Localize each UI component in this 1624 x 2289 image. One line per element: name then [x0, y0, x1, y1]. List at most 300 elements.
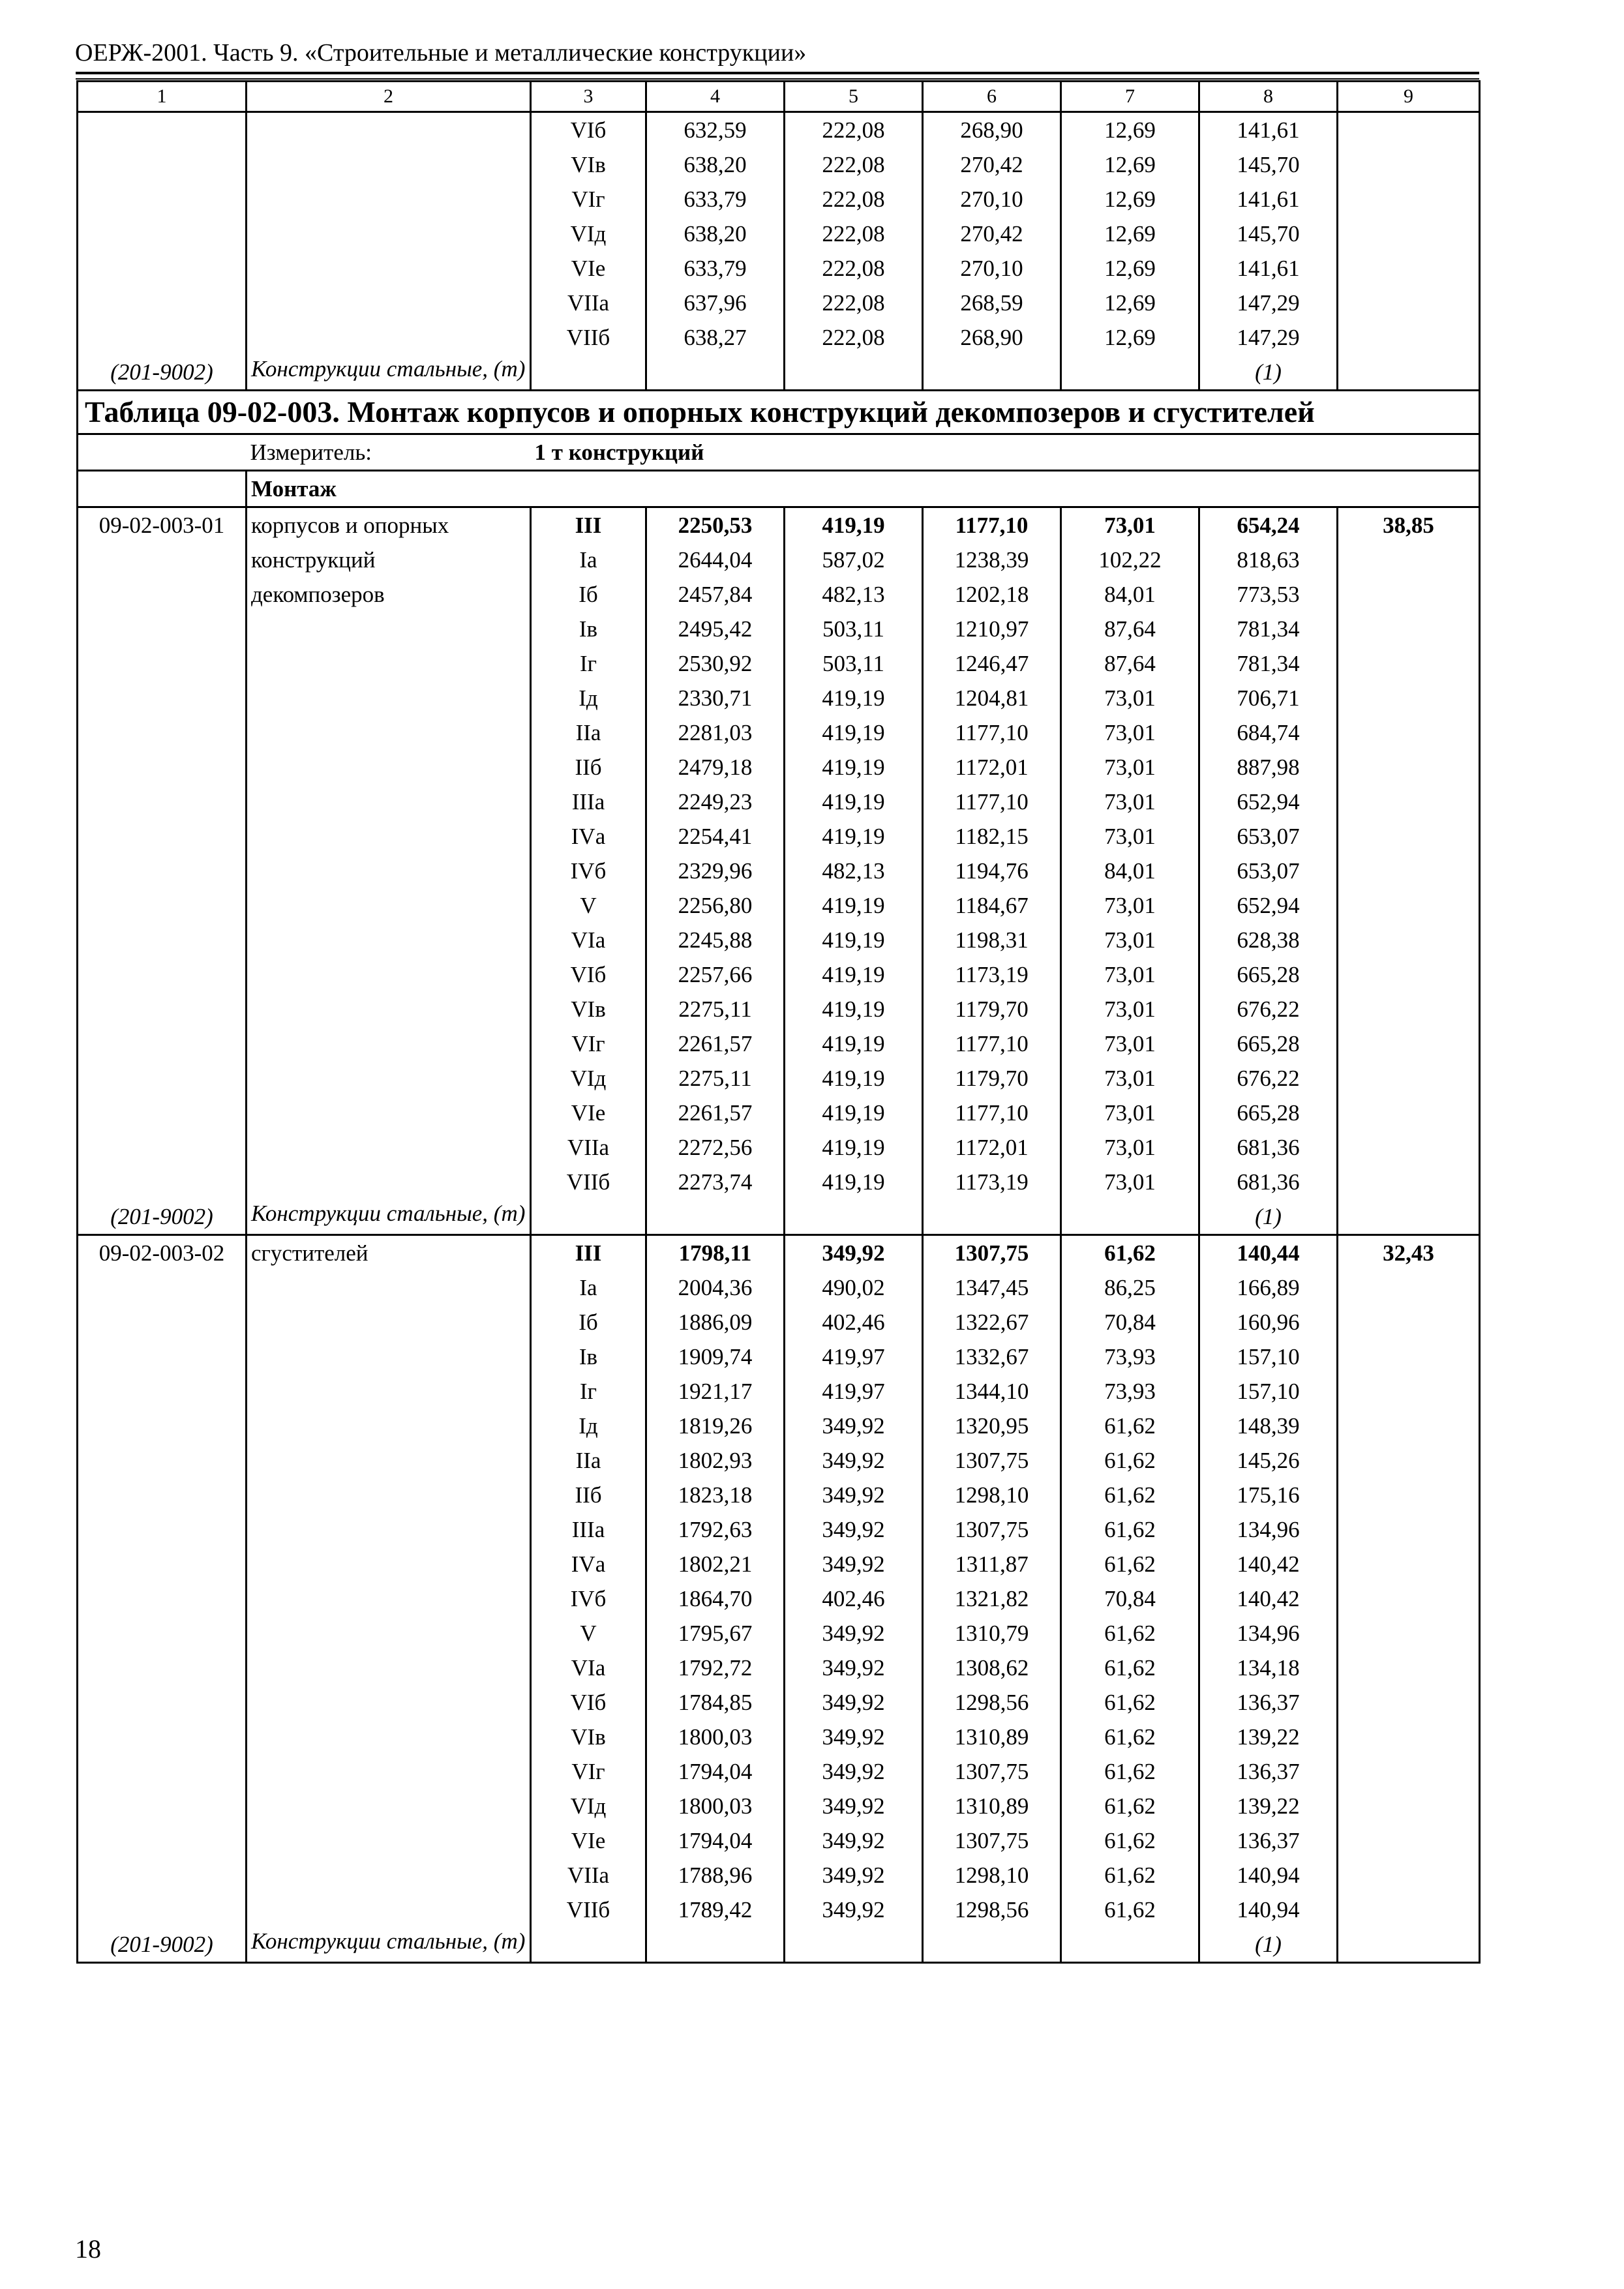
- code-cell: [78, 1754, 247, 1789]
- value-cell: 1307,75: [923, 1754, 1061, 1789]
- table-row: [78, 1339, 1480, 1374]
- col9-cell: [1338, 182, 1480, 217]
- name-cell: [247, 1026, 531, 1061]
- value-cell: 482,13: [785, 854, 923, 888]
- name-cell: [247, 217, 531, 251]
- value-cell: 61,62: [1061, 1823, 1199, 1858]
- value-cell: 73,01: [1061, 957, 1199, 992]
- name-cell: [247, 1478, 531, 1512]
- code-cell: [78, 854, 247, 888]
- value-cell: 781,34: [1199, 646, 1338, 681]
- value-cell: 2257,66: [646, 957, 785, 992]
- value-cell: 2457,84: [646, 577, 785, 612]
- value-cell: 102,22: [1061, 543, 1199, 577]
- value-cell: 1322,67: [923, 1305, 1061, 1339]
- material-qty: (1): [1199, 1199, 1338, 1235]
- name-cell: [247, 1165, 531, 1199]
- table-row: [78, 888, 1480, 923]
- value-cell: 175,16: [1199, 1478, 1338, 1512]
- table-title: Таблица 09-02-003. Монтаж корпусов и опорных конструкций декомпозеров и сгустителей: [78, 391, 1480, 434]
- zone-cell: Iг: [531, 646, 646, 681]
- col9-cell: [1338, 1512, 1480, 1547]
- value-cell: 1784,85: [646, 1685, 785, 1720]
- name-cell: [247, 1754, 531, 1789]
- col9-cell: [1338, 320, 1480, 355]
- empty-cell: [531, 355, 646, 391]
- code-cell: [78, 1547, 247, 1581]
- material-code: (201-9002): [78, 355, 247, 391]
- value-cell: 2275,11: [646, 992, 785, 1026]
- code-cell: [78, 957, 247, 992]
- value-cell: 349,92: [785, 1685, 923, 1720]
- table-row: [78, 1547, 1480, 1581]
- code-cell: [78, 923, 247, 957]
- value-cell: 12,69: [1061, 112, 1199, 148]
- col9-cell: [1338, 112, 1480, 148]
- col9-cell: [1338, 750, 1480, 785]
- code-cell: [78, 1651, 247, 1685]
- value-cell: 2261,57: [646, 1026, 785, 1061]
- table-row: [78, 1305, 1480, 1339]
- code-cell: [78, 147, 247, 182]
- value-cell: 773,53: [1199, 577, 1338, 612]
- value-cell: 1184,67: [923, 888, 1061, 923]
- col9-cell: [1338, 612, 1480, 646]
- name-cell: [247, 1789, 531, 1823]
- value-cell: 632,59: [646, 112, 785, 148]
- value-cell: 139,22: [1199, 1789, 1338, 1823]
- zone-cell: VIе: [531, 1096, 646, 1130]
- value-cell: 1320,95: [923, 1409, 1061, 1443]
- empty-cell: [785, 355, 923, 391]
- value-cell: 684,74: [1199, 715, 1338, 750]
- value-cell: 887,98: [1199, 750, 1338, 785]
- empty-cell: [923, 1199, 1061, 1235]
- table-row: [78, 1651, 1480, 1685]
- value-cell: 419,19: [785, 1130, 923, 1165]
- value-cell: 1238,39: [923, 543, 1061, 577]
- code-cell: [78, 1685, 247, 1720]
- code-cell: [78, 1581, 247, 1616]
- code-cell: [78, 1130, 247, 1165]
- value-cell: 136,37: [1199, 1685, 1338, 1720]
- value-cell: 2273,74: [646, 1165, 785, 1199]
- code-cell: [78, 1478, 247, 1512]
- col9-cell: [1338, 923, 1480, 957]
- value-cell: 1800,03: [646, 1720, 785, 1754]
- value-cell: 1177,10: [923, 1026, 1061, 1061]
- name-cell: [247, 112, 531, 148]
- table-row: [78, 1512, 1480, 1547]
- code-cell: 09-02-003-01: [78, 507, 247, 543]
- value-cell: 1800,03: [646, 1789, 785, 1823]
- value-cell: 270,42: [923, 217, 1061, 251]
- col9-cell: [1338, 1130, 1480, 1165]
- value-cell: 1173,19: [923, 1165, 1061, 1199]
- zone-cell: VIв: [531, 992, 646, 1026]
- zone-cell: VIб: [531, 112, 646, 148]
- zone-cell: VIг: [531, 182, 646, 217]
- value-cell: 633,79: [646, 182, 785, 217]
- zone-cell: VIIб: [531, 1893, 646, 1927]
- value-cell: 87,64: [1061, 612, 1199, 646]
- code-cell: [78, 1096, 247, 1130]
- document-header: ОЕРЖ-2001. Часть 9. «Строительные и металлические конструкции»: [75, 39, 807, 67]
- empty-cell: [923, 355, 1061, 391]
- value-cell: 166,89: [1199, 1270, 1338, 1305]
- code-cell: [78, 217, 247, 251]
- value-cell: 70,84: [1061, 1305, 1199, 1339]
- table-row: [78, 819, 1480, 854]
- value-cell: 70,84: [1061, 1581, 1199, 1616]
- table-row: [78, 681, 1480, 715]
- zone-cell: VIIа: [531, 1130, 646, 1165]
- value-cell: 61,62: [1061, 1235, 1199, 1271]
- value-cell: 84,01: [1061, 854, 1199, 888]
- table-row: [78, 1409, 1480, 1443]
- value-cell: 141,61: [1199, 182, 1338, 217]
- value-cell: 349,92: [785, 1512, 923, 1547]
- value-cell: 61,62: [1061, 1478, 1199, 1512]
- name-cell: сгустителей: [247, 1235, 531, 1271]
- value-cell: 419,19: [785, 819, 923, 854]
- col9-cell: [1338, 1581, 1480, 1616]
- col9-cell: [1338, 1165, 1480, 1199]
- zone-cell: Iв: [531, 612, 646, 646]
- value-cell: 73,01: [1061, 1130, 1199, 1165]
- value-cell: 73,01: [1061, 750, 1199, 785]
- zone-cell: VIIб: [531, 1165, 646, 1199]
- empty-cell: [646, 355, 785, 391]
- table-row: [78, 923, 1480, 957]
- value-cell: 349,92: [785, 1720, 923, 1754]
- material-qty: (1): [1199, 355, 1338, 391]
- rates-table: [76, 80, 1481, 1964]
- code-cell: [78, 1409, 247, 1443]
- empty-cell: [1061, 355, 1199, 391]
- code-cell: [78, 1616, 247, 1651]
- value-cell: 73,01: [1061, 1096, 1199, 1130]
- column-number: 2: [247, 82, 531, 112]
- value-cell: 1802,93: [646, 1443, 785, 1478]
- value-cell: 136,37: [1199, 1754, 1338, 1789]
- value-cell: 222,08: [785, 251, 923, 286]
- table-row: [78, 1789, 1480, 1823]
- code-cell: [78, 612, 247, 646]
- zone-cell: VIб: [531, 957, 646, 992]
- table-row: [78, 286, 1480, 320]
- value-cell: 61,62: [1061, 1616, 1199, 1651]
- value-cell: 134,96: [1199, 1616, 1338, 1651]
- zone-cell: VIд: [531, 1789, 646, 1823]
- name-cell: [247, 992, 531, 1026]
- name-cell: [247, 1651, 531, 1685]
- header-rule: [76, 72, 1479, 74]
- name-cell: [247, 1512, 531, 1547]
- col9-cell: [1338, 1685, 1480, 1720]
- col9-cell: [1338, 1823, 1480, 1858]
- value-cell: 222,08: [785, 286, 923, 320]
- zone-cell: Iа: [531, 543, 646, 577]
- value-cell: 681,36: [1199, 1130, 1338, 1165]
- zone-cell: IIа: [531, 715, 646, 750]
- zone-cell: IIб: [531, 1478, 646, 1512]
- zone-cell: III: [531, 507, 646, 543]
- table-row: [78, 646, 1480, 681]
- value-cell: 419,19: [785, 888, 923, 923]
- value-cell: 1194,76: [923, 854, 1061, 888]
- col9-cell: [1338, 1096, 1480, 1130]
- zone-cell: IVб: [531, 1581, 646, 1616]
- table-row: [78, 957, 1480, 992]
- value-cell: 419,19: [785, 785, 923, 819]
- value-cell: 73,01: [1061, 785, 1199, 819]
- value-cell: 61,62: [1061, 1443, 1199, 1478]
- col9-cell: [1338, 1789, 1480, 1823]
- zone-cell: VIа: [531, 923, 646, 957]
- table-row: [78, 992, 1480, 1026]
- value-cell: 1172,01: [923, 1130, 1061, 1165]
- value-cell: 349,92: [785, 1409, 923, 1443]
- value-cell: 1202,18: [923, 577, 1061, 612]
- table-row: [78, 1720, 1480, 1754]
- table-row: [78, 1270, 1480, 1305]
- value-cell: 653,07: [1199, 819, 1338, 854]
- name-cell: декомпозеров: [247, 577, 531, 612]
- code-cell: [78, 112, 247, 148]
- value-cell: 139,22: [1199, 1720, 1338, 1754]
- value-cell: 157,10: [1199, 1374, 1338, 1409]
- zone-cell: VIв: [531, 147, 646, 182]
- value-cell: 419,19: [785, 507, 923, 543]
- empty-cell: [531, 1927, 646, 1963]
- code-cell: [78, 577, 247, 612]
- empty-cell: [1338, 1199, 1480, 1235]
- value-cell: 140,42: [1199, 1547, 1338, 1581]
- value-cell: 1177,10: [923, 507, 1061, 543]
- column-number: 8: [1199, 82, 1338, 112]
- value-cell: 136,37: [1199, 1823, 1338, 1858]
- col9-cell: 38,85: [1338, 507, 1480, 543]
- table-row: [78, 182, 1480, 217]
- col9-cell: [1338, 715, 1480, 750]
- table-row: [78, 715, 1480, 750]
- value-cell: 61,62: [1061, 1754, 1199, 1789]
- zone-cell: IVа: [531, 819, 646, 854]
- value-cell: 140,94: [1199, 1858, 1338, 1893]
- value-cell: 61,62: [1061, 1685, 1199, 1720]
- value-cell: 1310,89: [923, 1789, 1061, 1823]
- page-number: 18: [75, 2234, 101, 2264]
- name-cell: [247, 785, 531, 819]
- code-cell: [78, 1061, 247, 1096]
- material-name: Конструкции стальные, (т): [247, 1927, 531, 1963]
- value-cell: 419,19: [785, 715, 923, 750]
- col9-cell: [1338, 992, 1480, 1026]
- value-cell: 349,92: [785, 1235, 923, 1271]
- code-cell: [78, 251, 247, 286]
- code-cell: [78, 182, 247, 217]
- value-cell: 12,69: [1061, 182, 1199, 217]
- table-row: [78, 1061, 1480, 1096]
- table-row: [78, 1616, 1480, 1651]
- col9-cell: [1338, 1409, 1480, 1443]
- zone-cell: III: [531, 1235, 646, 1271]
- col9-cell: [1338, 854, 1480, 888]
- name-cell: [247, 1823, 531, 1858]
- value-cell: 73,01: [1061, 1026, 1199, 1061]
- name-cell: [247, 286, 531, 320]
- col9-cell: [1338, 957, 1480, 992]
- code-cell: [78, 1858, 247, 1893]
- value-cell: 12,69: [1061, 320, 1199, 355]
- material-name: Конструкции стальные, (т): [247, 1199, 531, 1235]
- value-cell: 638,20: [646, 147, 785, 182]
- value-cell: 1177,10: [923, 715, 1061, 750]
- value-cell: 637,96: [646, 286, 785, 320]
- name-cell: [247, 888, 531, 923]
- value-cell: 628,38: [1199, 923, 1338, 957]
- name-cell: [247, 1720, 531, 1754]
- value-cell: 222,08: [785, 182, 923, 217]
- name-cell: [247, 1685, 531, 1720]
- value-cell: 12,69: [1061, 217, 1199, 251]
- code-cell: [78, 1789, 247, 1823]
- value-cell: 73,01: [1061, 715, 1199, 750]
- col9-cell: [1338, 1478, 1480, 1512]
- code-cell: [78, 286, 247, 320]
- value-cell: 2275,11: [646, 1061, 785, 1096]
- value-cell: 482,13: [785, 577, 923, 612]
- value-cell: 349,92: [785, 1616, 923, 1651]
- name-cell: [247, 251, 531, 286]
- value-cell: 1819,26: [646, 1409, 785, 1443]
- zone-cell: VIг: [531, 1026, 646, 1061]
- value-cell: 1179,70: [923, 1061, 1061, 1096]
- zone-cell: Iв: [531, 1339, 646, 1374]
- value-cell: 1298,10: [923, 1478, 1061, 1512]
- col9-cell: [1338, 543, 1480, 577]
- column-number: 5: [785, 82, 923, 112]
- value-cell: 1802,21: [646, 1547, 785, 1581]
- name-cell: [247, 182, 531, 217]
- value-cell: 1179,70: [923, 992, 1061, 1026]
- column-number: 7: [1061, 82, 1199, 112]
- value-cell: 2250,53: [646, 507, 785, 543]
- value-cell: 2249,23: [646, 785, 785, 819]
- value-cell: 681,36: [1199, 1165, 1338, 1199]
- table-row: [78, 112, 1480, 148]
- zone-cell: VIб: [531, 1685, 646, 1720]
- zone-cell: VIд: [531, 217, 646, 251]
- value-cell: 73,01: [1061, 507, 1199, 543]
- col9-cell: [1338, 819, 1480, 854]
- zone-cell: V: [531, 888, 646, 923]
- zone-cell: Iа: [531, 1270, 646, 1305]
- col9-cell: [1338, 217, 1480, 251]
- material-code: (201-9002): [78, 1927, 247, 1963]
- value-cell: 1311,87: [923, 1547, 1061, 1581]
- table-row: [78, 1165, 1480, 1199]
- col9-cell: [1338, 1616, 1480, 1651]
- zone-cell: VIг: [531, 1754, 646, 1789]
- value-cell: 1246,47: [923, 646, 1061, 681]
- name-cell: [247, 147, 531, 182]
- col9-cell: [1338, 1374, 1480, 1409]
- value-cell: 1210,97: [923, 612, 1061, 646]
- value-cell: 818,63: [1199, 543, 1338, 577]
- code-cell: [78, 543, 247, 577]
- name-cell: [247, 1409, 531, 1443]
- table-row: [78, 750, 1480, 785]
- col9-cell: [1338, 785, 1480, 819]
- value-cell: 1886,09: [646, 1305, 785, 1339]
- value-cell: 1347,45: [923, 1270, 1061, 1305]
- name-cell: корпусов и опорных: [247, 507, 531, 543]
- value-cell: 1177,10: [923, 785, 1061, 819]
- table-row: [78, 320, 1480, 355]
- value-cell: 665,28: [1199, 1026, 1338, 1061]
- value-cell: 1298,56: [923, 1893, 1061, 1927]
- value-cell: 148,39: [1199, 1409, 1338, 1443]
- value-cell: 1307,75: [923, 1443, 1061, 1478]
- name-cell: [247, 957, 531, 992]
- zone-cell: VIа: [531, 1651, 646, 1685]
- table-row: [78, 1823, 1480, 1858]
- name-cell: [247, 1061, 531, 1096]
- value-cell: 587,02: [785, 543, 923, 577]
- value-cell: 349,92: [785, 1858, 923, 1893]
- table-row: [78, 612, 1480, 646]
- value-cell: 141,61: [1199, 251, 1338, 286]
- column-number: 4: [646, 82, 785, 112]
- col9-cell: [1338, 1651, 1480, 1685]
- value-cell: 87,64: [1061, 646, 1199, 681]
- col9-cell: [1338, 1305, 1480, 1339]
- value-cell: 268,90: [923, 320, 1061, 355]
- name-cell: [247, 320, 531, 355]
- table-row: [78, 507, 1480, 543]
- value-cell: 1298,10: [923, 1858, 1061, 1893]
- col9-cell: [1338, 1858, 1480, 1893]
- value-cell: 1307,75: [923, 1235, 1061, 1271]
- value-cell: 1177,10: [923, 1096, 1061, 1130]
- value-cell: 1921,17: [646, 1374, 785, 1409]
- value-cell: 1792,72: [646, 1651, 785, 1685]
- col9-cell: 32,43: [1338, 1235, 1480, 1271]
- name-cell: [247, 750, 531, 785]
- code-cell: [78, 750, 247, 785]
- measure-label: Измеритель:: [247, 434, 531, 471]
- value-cell: 2272,56: [646, 1130, 785, 1165]
- name-cell: [247, 854, 531, 888]
- value-cell: 84,01: [1061, 577, 1199, 612]
- value-cell: 1307,75: [923, 1512, 1061, 1547]
- table-row: [78, 543, 1480, 577]
- code-cell: [78, 992, 247, 1026]
- value-cell: 419,19: [785, 923, 923, 957]
- value-cell: 1172,01: [923, 750, 1061, 785]
- value-cell: 419,19: [785, 750, 923, 785]
- value-cell: 12,69: [1061, 147, 1199, 182]
- code-cell: [78, 715, 247, 750]
- table-row: [78, 1893, 1480, 1927]
- value-cell: 2245,88: [646, 923, 785, 957]
- table-row: [78, 1443, 1480, 1478]
- column-number: 1: [78, 82, 247, 112]
- code-cell: [78, 1270, 247, 1305]
- value-cell: 419,19: [785, 992, 923, 1026]
